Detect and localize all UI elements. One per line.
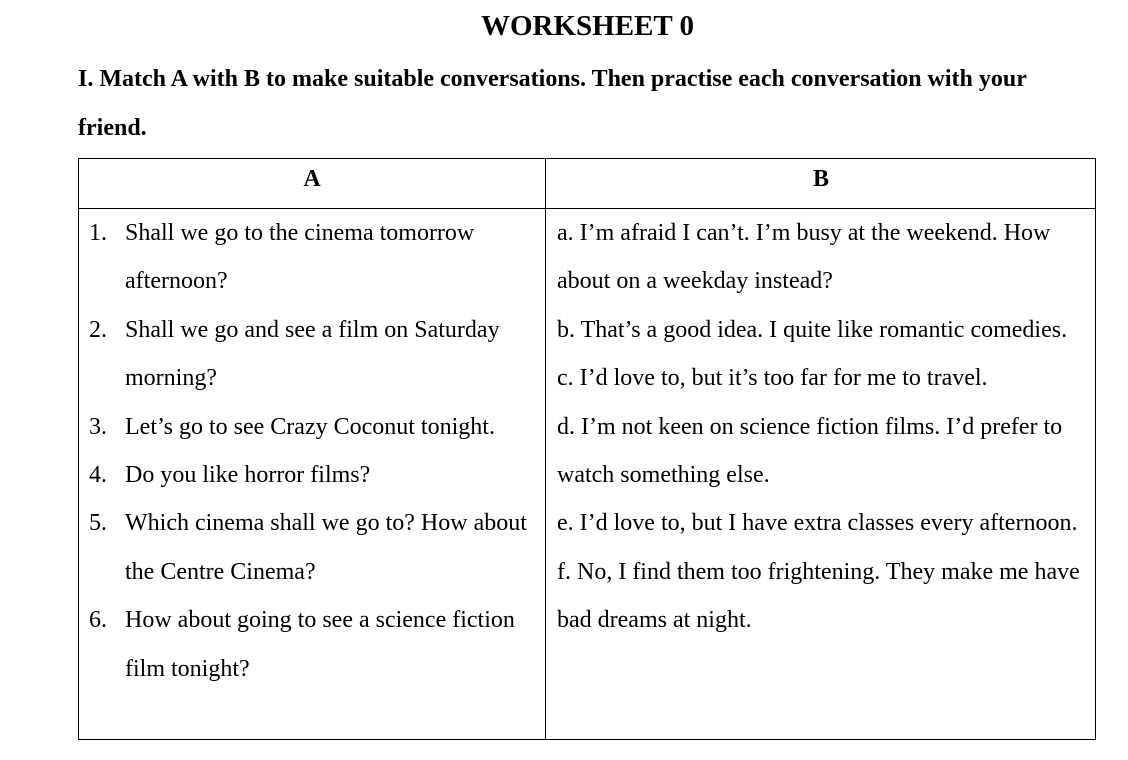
- answer-item-f: f. No, I find them too frightening. They make me have bad dreams at night.: [557, 558, 1080, 634]
- question-text: Which cinema shall we go to? How about the Centre Cinema?: [125, 510, 527, 585]
- column-a: [79, 209, 545, 693]
- question-item-3: [79, 403, 545, 451]
- answer-item-c: c. I’d love to, but it’s too far for me to travel.: [557, 365, 988, 392]
- question-number: 4.: [89, 462, 107, 489]
- question-text: How about going to see a science fiction film tonight?: [125, 607, 515, 682]
- question-item-5: [79, 499, 545, 596]
- answer-item-e: e. I’d love to, but I have extra classes every afternoon.: [557, 510, 1078, 537]
- answer-item-a: a. I’m afraid I can’t. I’m busy at the weekend. How about on a weekday instead?: [557, 220, 1051, 295]
- matching-table: [78, 158, 1096, 740]
- answer-item-b: b. That’s a good idea. I quite like romantic comedies.: [557, 316, 1068, 343]
- question-number: 1.: [89, 220, 107, 246]
- question-text: Let’s go to see Crazy Coconut tonight.: [125, 413, 495, 440]
- question-item-2: [79, 306, 545, 403]
- question-item-4: [79, 451, 545, 499]
- answer-item-d: d. I’m not keen on science fiction films. I’d prefer to watch something else.: [557, 413, 1063, 489]
- question-item-6: [79, 596, 545, 693]
- question-text: Shall we go to the cinema tomorrow afternoon?: [125, 220, 475, 295]
- column-b: [557, 209, 1093, 645]
- worksheet-title: WORKSHEET 0: [481, 10, 694, 42]
- question-item-1: [79, 209, 545, 306]
- question-text: Do you like horror films?: [125, 462, 371, 489]
- column-divider: [545, 159, 546, 739]
- question-number: 5.: [89, 510, 107, 537]
- question-number: 3.: [89, 413, 107, 440]
- column-a-header: A: [303, 166, 321, 192]
- question-text: Shall we go and see a film on Saturday morning?: [125, 316, 500, 392]
- question-number: 6.: [89, 607, 107, 634]
- column-b-header: B: [812, 166, 829, 192]
- question-number: 2.: [89, 316, 107, 343]
- instruction-text: I. Match A with B to make suitable conversations. Then practise each conversation with your friend.: [78, 66, 1027, 141]
